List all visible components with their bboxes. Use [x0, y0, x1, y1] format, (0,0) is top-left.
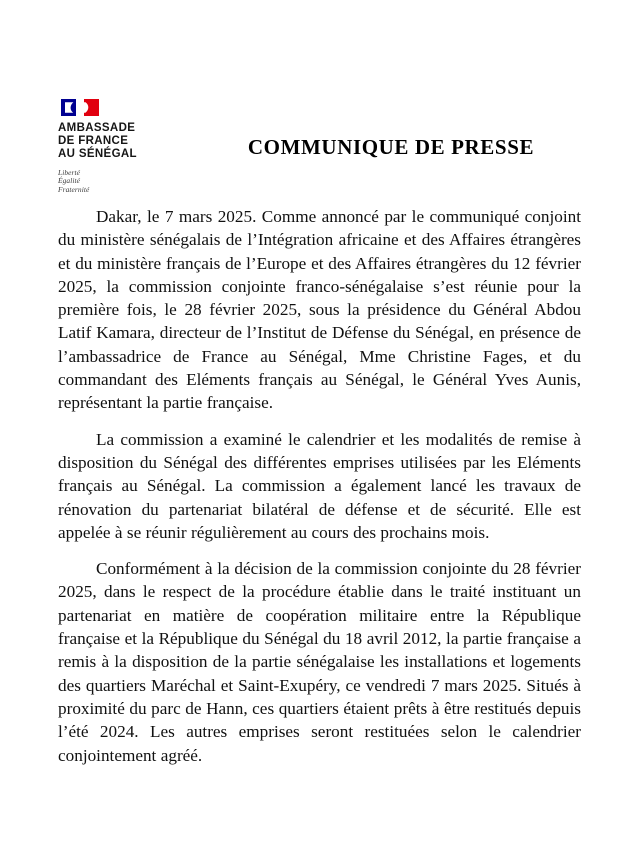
embassy-name-line-1: AMBASSADE: [58, 122, 136, 134]
motto-line-fraternite: Fraternité: [58, 184, 90, 194]
motto-line-liberte: Liberté: [58, 167, 81, 177]
republic-motto: [58, 169, 208, 195]
paragraph-2: La commission a examiné le calendrier et les modalités de remise à disposition du Sénégal des différentes emprises utilisées par les Eléments français au Sénégal. La commission a également lancé les travaux de rénovation du partenariat bilatéral de défense et de sécurité. Elle est appelée à se réunir régulièrement au cours des prochains mois.: [58, 429, 581, 542]
embassy-logo-block: [58, 99, 208, 194]
motto-line-egalite: Égalité: [58, 176, 81, 186]
marianne-flag-icon: [61, 99, 107, 116]
embassy-name-line-3: AU SÉNÉGAL: [58, 148, 137, 161]
page-title: COMMUNIQUE DE PRESSE: [247, 135, 535, 159]
paragraph-3: Conformément à la décision de la commission conjointe du 28 février 2025, dans le respect de la procédure établie dans le traité instituant un partenariat en matière de coopération militaire entre la République française et la République du Sénégal du 18 avril 2012, la partie française a remis à la disposition de la partie sénégalaise les installations et logements des quartiers Maréchal et Saint-Exupéry, ce vendredi 7 mars 2025. Situés à proximité du parc de Hann, ces quartiers étaient prêts à être restitués depuis l’été 2024. Les autres emprises seront restituées selon le calendrier conjointement agréé.: [58, 559, 581, 765]
embassy-name: [58, 122, 208, 162]
document-body: [58, 205, 581, 767]
embassy-name-line-2: DE FRANCE: [58, 135, 129, 148]
document-header: [0, 0, 639, 200]
paragraph-1: Dakar, le 7 mars 2025. Comme annoncé par le communiqué conjoint du ministère sénégalais de l’Intégration africaine et des Affaires étrangères et du ministère français de l’Europe et des Affaires étrangères du 12 février 2025, la commission conjointe franco-sénégalaise s’est réunie pour la première fois, le 28 février 2025, sous la présidence du Général Abdou Latif Kamara, directeur de l’Institut de Défense du Sénégal, en présence de l’ambassadrice de France au Sénégal, Mme Christine Fages, et du commandant des Eléments français au Sénégal, le Général Yves Aunis, représentant la partie française.: [58, 207, 581, 413]
